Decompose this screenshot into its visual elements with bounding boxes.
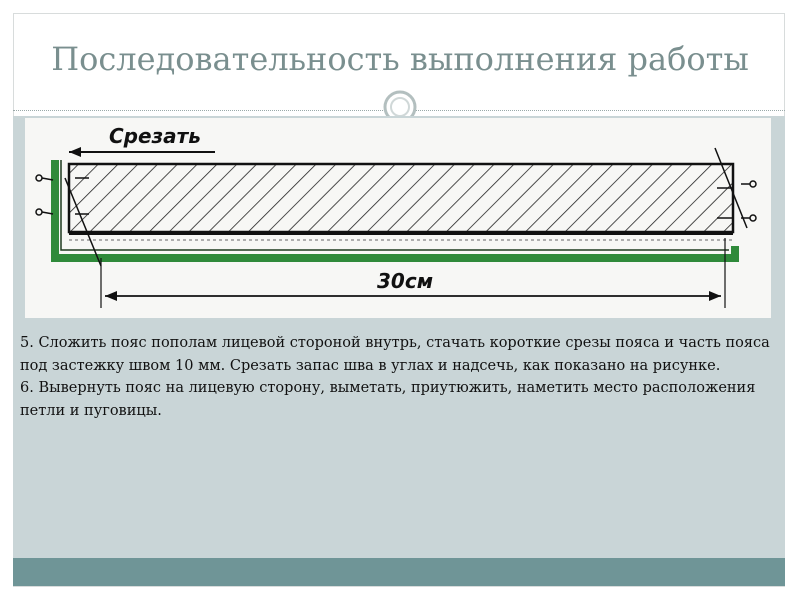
footer-bar	[13, 558, 785, 586]
belt-hatched	[69, 164, 733, 232]
slide-title: Последовательность выполнения работы	[51, 40, 749, 78]
dimension-label: 30см	[377, 269, 434, 293]
scissors-icon	[741, 181, 756, 221]
step-5-text: 5. Сложить пояс пополам лицевой стороной внутрь, стачать короткие срезы пояса и часть пояса под застежку швом 10 мм. Срезать запас шва в углах и надсечь, как показано на рисунке.	[20, 335, 770, 374]
belt-diagram	[25, 118, 771, 318]
cut-label: Срезать	[109, 124, 201, 148]
step-6-text: 6. Вывернуть пояс на лицевую сторону, выметать, приутюжить, наметить место расположения петли и пуговицы.	[20, 380, 756, 419]
instructions-text	[20, 332, 780, 422]
scissors-icon	[36, 175, 53, 215]
